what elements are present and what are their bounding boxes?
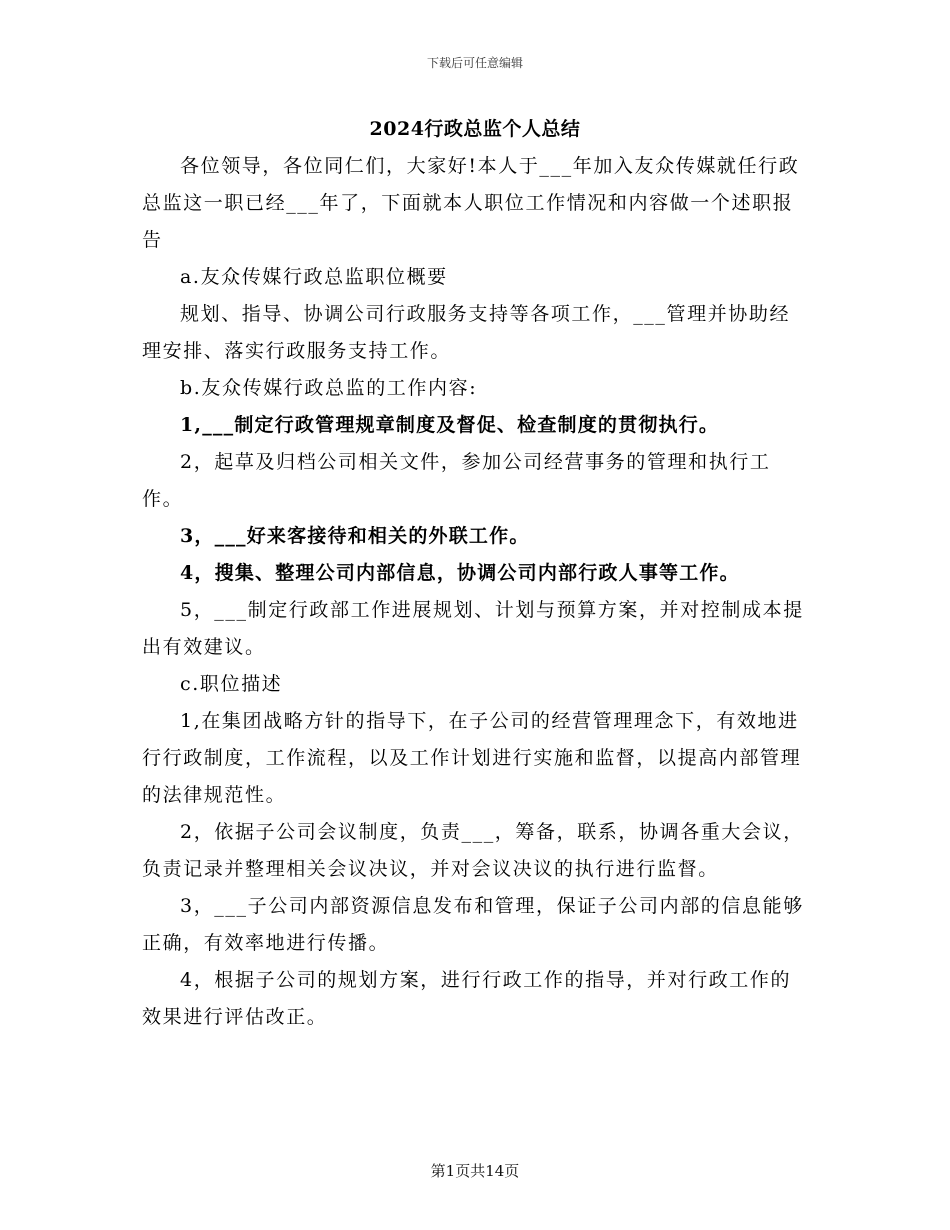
- duty-item-5: 5，___制定行政部工作进展规划、计划与预算方案，并对控制成本提出有效建议。: [142, 599, 804, 658]
- description-item-1: 1,在集团战略方针的指导下，在子公司的经营管理理念下，有效地进行行政制度，工作流程，以及工作计划进行实施和监督，以提高内部管理的法律规范性。: [142, 710, 802, 806]
- duty-item-2: 2，起草及归档公司相关文件，参加公司经营事务的管理和执行工作。: [142, 451, 771, 510]
- header-note: 下载后可任意编辑: [426, 56, 523, 70]
- description-item-3: 3，___子公司内部资源信息发布和管理，保证子公司内部的信息能够正确，有效率地进行传播。: [142, 895, 804, 954]
- paragraph-intro: 各位领导，各位同仁们，大家好!本人于___年加入友众传媒就任行政总监这一职已经___年了，下面就本人职位工作情况和内容做一个述职报告: [142, 155, 800, 251]
- description-item-4: 4，根据子公司的规划方案，进行行政工作的指导，并对行政工作的效果进行评估改正。: [142, 969, 792, 1028]
- description-item-2: 2，依据子公司会议制度，负责___，筹备，联系，协调各重大会议，负责记录并整理相关会议决议，并对会议决议的执行进行监督。: [142, 821, 804, 880]
- document-body: [142, 148, 808, 1036]
- section-heading-a: a.友众传媒行政总监职位概要: [180, 266, 448, 288]
- paragraph-overview: 规划、指导、协调公司行政服务支持等各项工作，___管理并协助经理安排、落实行政服务支持工作。: [142, 303, 791, 362]
- duty-item-4: 4，搜集、整理公司内部信息，协调公司内部行政人事等工作。: [180, 562, 740, 584]
- section-heading-b: b.友众传媒行政总监的工作内容:: [180, 377, 478, 399]
- section-heading-c: c.职位描述: [180, 673, 283, 695]
- duty-item-3: 3，___好来客接待和相关的外联工作。: [180, 525, 530, 547]
- page-number: 第1页共14页: [430, 1162, 520, 1180]
- document-title: 2024行政总监个人总结: [369, 118, 581, 140]
- duty-item-1: 1,___制定行政管理规章制度及督促、检查制度的贯彻执行。: [180, 414, 720, 436]
